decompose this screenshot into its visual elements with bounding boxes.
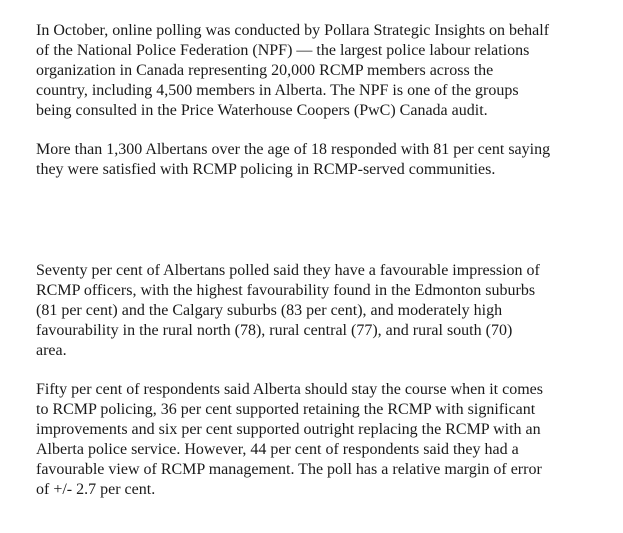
paragraph-management-view: Fifty per cent of respondents said Alberta should stay the course when it comes to RCMP policing, 36 per cent supported retaining the RCMP with significant improvements and six per cent supported outright replacing the RCMP with an Alberta police service. However, 44 per cent of respondents said they had a favourable view of RCMP management. The poll has a relative margin of error of +/- 2.7 per cent. xyxy=(36,381,543,498)
paragraph-spacer xyxy=(36,121,608,140)
paragraph-satisfaction: More than 1,300 Albertans over the age of 18 responded with 81 per cent saying they were satisfied with RCMP policing in RCMP-served communities. xyxy=(36,141,551,178)
embedded-content-gap xyxy=(36,180,608,261)
paragraph-polling-intro: In October, online polling was conducted by Pollara Strategic Insights on behalf of the National Police Federation (NPF) — the largest police labour relations organization in Canada representing 20,000 RCMP members across the country, including 4,500 members in Alberta. The NPF is one of the groups being consulted in the Price Waterhouse Coopers (PwC) Canada audit. xyxy=(36,22,550,119)
paragraph-spacer xyxy=(36,361,608,380)
paragraph-favourability: Seventy per cent of Albertans polled said they have a favourable impression of RCMP officers, with the highest favourability found in the Edmonton suburbs (81 per cent) and the Calgary suburbs (83 per cent), and moderately high favourability in the rural north (78), rural central (77), and rural south (70) area. xyxy=(36,262,540,359)
article-body xyxy=(36,21,608,500)
